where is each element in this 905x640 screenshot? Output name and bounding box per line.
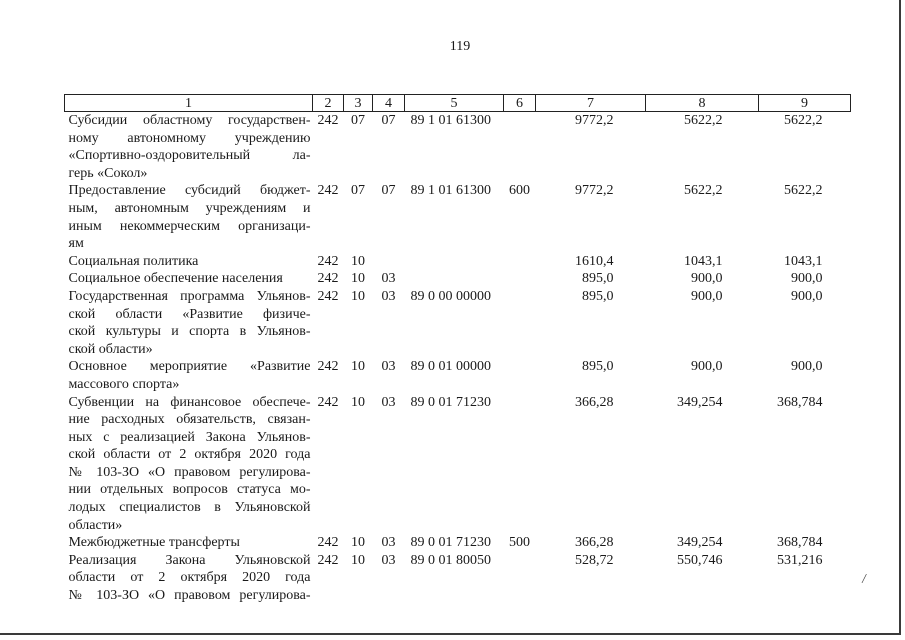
- header-cell: 2: [313, 95, 344, 112]
- row-name-line: Предоставление субсидий бюджет-: [68, 183, 311, 199]
- cell-c6: 600: [509, 183, 530, 199]
- row-name-cell: [65, 270, 313, 288]
- row-name-line: лодых специалистов в Ульяновской: [68, 500, 311, 516]
- cell-c3: 10: [351, 552, 365, 568]
- cell-c6: [504, 552, 536, 605]
- cell-c6: [504, 112, 536, 183]
- cell-c8: 5622,2: [684, 113, 723, 128]
- row-name-line: ской области»: [68, 341, 153, 357]
- row-name-line: «Спортивно-оздоровительный ла-: [68, 148, 311, 164]
- cell-c8: 5622,2: [684, 183, 723, 199]
- cell-c3: 07: [351, 183, 365, 199]
- cell-c5: [405, 253, 504, 271]
- cell-c5: 89 1 01 61300: [410, 183, 491, 199]
- cell-c5: 89 0 01 00000: [410, 359, 491, 375]
- table-row: [65, 534, 851, 552]
- table-row: [65, 358, 851, 393]
- row-name-line: ям: [68, 236, 84, 252]
- table-body: [65, 112, 851, 605]
- table-row: [65, 270, 851, 288]
- header-cell: 1: [65, 95, 313, 112]
- row-name-line: ных с реализацией Закона Ульянов-: [68, 429, 311, 445]
- row-name-line: № 103-ЗО «О правовом регулирова-: [68, 464, 311, 480]
- row-name-line: иным некоммерческим организаци-: [68, 218, 311, 234]
- row-name-line: Субсидии областному государствен-: [68, 113, 311, 128]
- table-row: [65, 288, 851, 358]
- row-name-line: Реализация Закона Ульяновской: [68, 552, 311, 568]
- cell-c6: [504, 270, 536, 288]
- row-name-cell: [65, 112, 313, 183]
- cell-c9: 368,784: [777, 535, 823, 551]
- cell-c7: 1610,4: [575, 253, 614, 269]
- cell-c4: 03: [381, 535, 396, 551]
- table-row: [65, 253, 851, 271]
- row-name-cell: [65, 253, 313, 271]
- cell-c7: 895,0: [582, 288, 614, 304]
- table-row: [65, 394, 851, 535]
- header-cell: 9: [759, 95, 851, 112]
- cell-c7: 528,72: [575, 552, 614, 568]
- row-name-cell: [65, 182, 313, 252]
- cell-c2: 242: [317, 113, 339, 128]
- cell-c2: 242: [317, 394, 339, 410]
- cell-c4: 03: [381, 359, 396, 375]
- stray-mark: /: [861, 571, 867, 588]
- cell-c7: 366,28: [575, 535, 614, 551]
- row-name-line: ской области от 2 октября 2020 года: [68, 447, 311, 463]
- cell-c9: 5622,2: [784, 113, 823, 128]
- cell-c9: 900,0: [791, 359, 823, 375]
- row-name-line: Государственная программа Ульянов-: [68, 288, 311, 304]
- cell-c7: 366,28: [575, 394, 614, 410]
- cell-c9: 368,784: [777, 394, 823, 410]
- cell-c5: 89 0 01 71230: [410, 535, 491, 551]
- cell-c5: 89 0 00 00000: [410, 288, 491, 304]
- cell-c6: [504, 253, 536, 271]
- row-name-line: области от 2 октября 2020 года: [68, 570, 311, 586]
- row-name-cell: [65, 288, 313, 358]
- cell-c5: 89 1 01 61300: [410, 113, 491, 128]
- cell-c2: 242: [317, 288, 339, 304]
- cell-c3: 10: [351, 535, 365, 551]
- table-row: [65, 552, 851, 605]
- cell-c4: 07: [381, 183, 396, 199]
- cell-c8: 900,0: [691, 288, 723, 304]
- cell-c8: 900,0: [691, 359, 723, 375]
- cell-c5: 89 0 01 71230: [410, 394, 491, 410]
- row-name-line: Основное мероприятие «Развитие: [68, 359, 311, 375]
- cell-c2: 242: [317, 183, 339, 199]
- cell-c2: 242: [317, 535, 339, 551]
- row-name-cell: [65, 358, 313, 393]
- cell-c3: 10: [351, 253, 365, 269]
- header-row: [65, 95, 851, 112]
- page-number: 119: [449, 39, 471, 54]
- cell-c4: [373, 253, 405, 271]
- cell-c9: 531,216: [777, 552, 823, 568]
- cell-c3: 10: [351, 394, 365, 410]
- row-name-line: № 103-ЗО «О правовом регулирова-: [68, 588, 311, 604]
- row-name-cell: [65, 552, 313, 605]
- cell-c2: 242: [317, 271, 339, 287]
- cell-c3: 10: [351, 271, 365, 287]
- row-name-line: ному автономному учреждению: [68, 130, 311, 146]
- row-name-line: области»: [68, 517, 123, 533]
- cell-c4: 03: [381, 394, 396, 410]
- cell-c5: [405, 270, 504, 288]
- cell-c8: 550,746: [677, 552, 723, 568]
- cell-c2: 242: [317, 253, 339, 269]
- cell-c7: 9772,2: [575, 113, 614, 128]
- header-cell: 4: [373, 95, 405, 112]
- cell-c3: 10: [351, 288, 365, 304]
- cell-c2: 242: [317, 359, 339, 375]
- cell-c8: 349,254: [677, 394, 723, 410]
- row-name-line: ской области «Развитие физиче-: [68, 306, 311, 322]
- cell-c8: 1043,1: [684, 253, 723, 269]
- table-row: [65, 182, 851, 252]
- row-name-line: герь «Сокол»: [68, 165, 148, 181]
- row-name-line: ние расходных обязательств, связан-: [68, 412, 311, 428]
- cell-c3: 07: [351, 113, 365, 128]
- row-name-line: Социальная политика: [68, 253, 199, 269]
- row-name-cell: [65, 394, 313, 535]
- cell-c8: 900,0: [691, 271, 723, 287]
- row-name-cell: [65, 534, 313, 552]
- row-name-line: Межбюджетные трансферты: [68, 535, 240, 551]
- cell-c4: 03: [381, 271, 396, 287]
- row-name-line: массового спорта»: [68, 376, 180, 392]
- header-cell: 8: [646, 95, 759, 112]
- row-name-line: нии отдельных вопросов статуса мо-: [68, 482, 311, 498]
- cell-c8: 349,254: [677, 535, 723, 551]
- cell-c2: 242: [317, 552, 339, 568]
- row-name-line: ской культуры и спорта в Ульянов-: [68, 324, 311, 340]
- cell-c6: [504, 288, 536, 358]
- row-name-line: ным, автономным учреждениям и: [68, 200, 311, 216]
- row-name-line: Социальное обеспечение населения: [68, 271, 283, 287]
- cell-c6: [504, 394, 536, 535]
- cell-c9: 900,0: [791, 288, 823, 304]
- cell-c9: 900,0: [791, 271, 823, 287]
- cell-c5: 89 0 01 80050: [410, 552, 491, 568]
- header-cell: 3: [344, 95, 373, 112]
- cell-c6: 500: [509, 535, 530, 551]
- cell-c9: 5622,2: [784, 183, 823, 199]
- cell-c4: 07: [381, 113, 396, 128]
- table-row: [65, 112, 851, 183]
- cell-c6: [504, 358, 536, 393]
- header-cell: 6: [504, 95, 536, 112]
- cell-c7: 895,0: [582, 359, 614, 375]
- cell-c9: 1043,1: [784, 253, 823, 269]
- budget-table: [64, 94, 851, 605]
- cell-c4: 03: [381, 288, 396, 304]
- cell-c4: 03: [381, 552, 396, 568]
- cell-c7: 895,0: [582, 271, 614, 287]
- row-name-line: Субвенции на финансовое обеспече-: [68, 394, 311, 410]
- header-cell: 7: [536, 95, 646, 112]
- header-cell: 5: [405, 95, 504, 112]
- cell-c3: 10: [351, 359, 365, 375]
- cell-c7: 9772,2: [575, 183, 614, 199]
